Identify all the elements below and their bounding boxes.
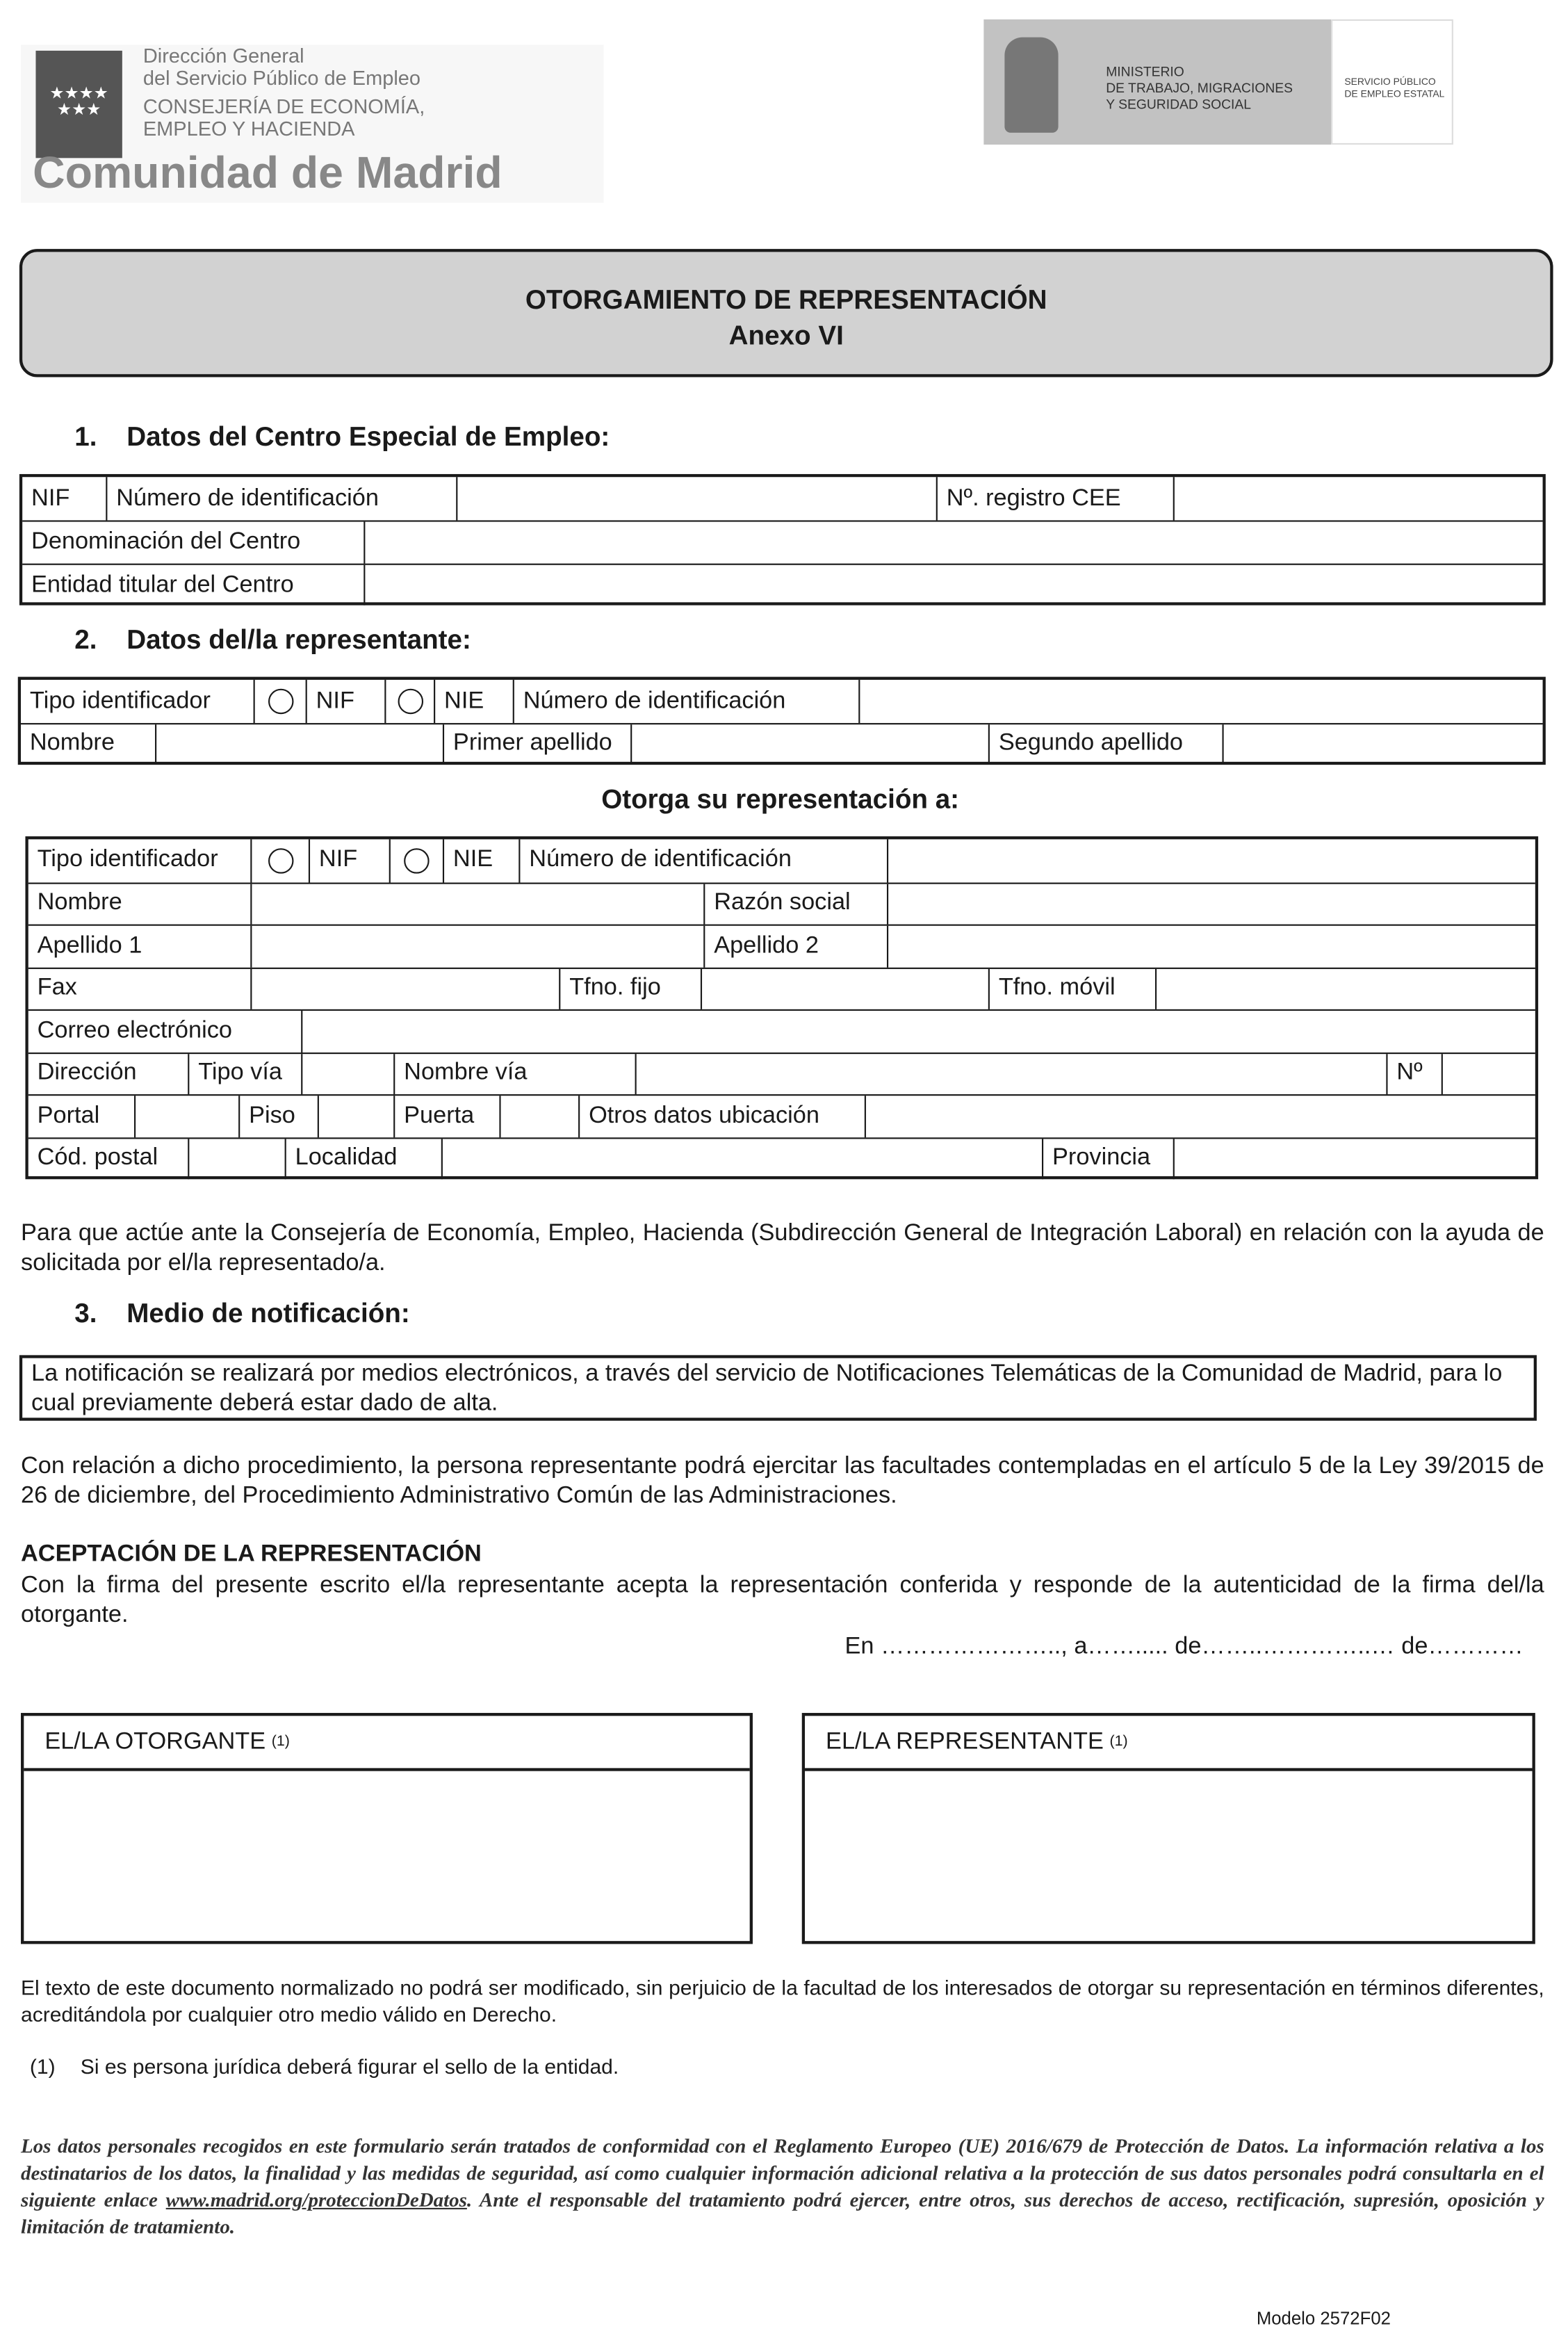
con-relacion-paragraph: Con relación a dicho procedimiento, la persona representante podrá ejercitar las facultades contempladas en el artículo 5 de la Ley 39/2015 de 26 de diciembre, del Procedimiento Administrativo Común de las Administraciones. bbox=[21, 1453, 1544, 1509]
registro-cee-field[interactable] bbox=[1173, 477, 1543, 520]
logo-text: DE TRABAJO, MIGRACIONES bbox=[1106, 80, 1293, 96]
label-nif: NIF bbox=[31, 485, 70, 511]
logo-text: SERVICIO PÚBLICO bbox=[1344, 77, 1436, 88]
logo-brand: Comunidad de Madrid bbox=[33, 149, 503, 199]
label-razon-social: Razón social bbox=[703, 884, 887, 925]
radio-nie[interactable] bbox=[389, 839, 443, 881]
notification-box: La notificación se realizará por medios electrónicos, a través del servicio de Notificaciones Telemáticas de la Comunidad de Madrid, para lo cual previamente deberá estar dado de alta. bbox=[19, 1355, 1537, 1420]
label-nie: NIE bbox=[443, 839, 518, 881]
label-codigo-postal: Cód. postal bbox=[37, 1144, 158, 1171]
otros-datos-field[interactable] bbox=[865, 1096, 1535, 1137]
form-title: OTORGAMIENTO DE REPRESENTACIÓN bbox=[525, 284, 1047, 315]
portal-field[interactable] bbox=[134, 1096, 238, 1137]
label-numero: Nº bbox=[1386, 1053, 1441, 1094]
aceptacion-heading: ACEPTACIÓN DE LA REPRESENTACIÓN bbox=[21, 1541, 482, 1567]
centro-table bbox=[19, 474, 1546, 605]
section-number: 3. bbox=[74, 1298, 97, 1328]
label-tfno-movil: Tfno. móvil bbox=[988, 968, 1155, 1009]
representante-table bbox=[18, 677, 1546, 765]
radio-nie[interactable] bbox=[384, 680, 434, 723]
representante-label: EL/LA REPRESENTANTE bbox=[826, 1728, 1104, 1755]
label-nombre: Nombre bbox=[29, 730, 115, 756]
denominacion-field[interactable] bbox=[364, 522, 1542, 564]
numero-field[interactable] bbox=[1442, 1053, 1535, 1094]
segundo-apellido-field[interactable] bbox=[1222, 724, 1542, 763]
madrid-flag-icon: ★★★★ ★★★ bbox=[35, 51, 122, 158]
primer-apellido-field[interactable] bbox=[630, 724, 988, 763]
section-number: 2. bbox=[74, 624, 97, 655]
note-text: Si es persona jurídica deberá figurar el sello de la entidad. bbox=[80, 2054, 619, 2079]
privacy-text: Los datos personales recogidos en este formulario serán tratados de conformidad con el Reglamento Europeo (UE) 2016/679 de Protección de Datos. La información relativa a los destinatarios de los datos, la finalidad y las medidas de seguridad, así como cualquier información adicional relativa a la protección de sus datos personales podrá consultarla en el siguiente enlace bbox=[21, 2134, 1544, 2211]
section-2-heading: Datos del/la representante: bbox=[126, 624, 471, 655]
section-1-heading: Datos del Centro Especial de Empleo: bbox=[126, 421, 610, 452]
section-3-heading: Medio de notificación: bbox=[126, 1298, 410, 1328]
label-primer-apellido: Primer apellido bbox=[443, 724, 630, 763]
radio-circle-icon bbox=[268, 848, 293, 873]
label-tipo-identificador: Tipo identificador bbox=[37, 847, 218, 873]
logo-text: CONSEJERÍA DE ECONOMÍA, bbox=[142, 95, 425, 118]
razon-social-field[interactable] bbox=[887, 884, 1535, 925]
label-tipo-identificador: Tipo identificador bbox=[29, 688, 211, 714]
fecha-lugar-line[interactable]: En ………………….., a……..... de……..…………..… de………… bbox=[844, 1634, 1524, 1659]
numero-identificacion-field[interactable] bbox=[456, 477, 936, 520]
tfno-movil-field[interactable] bbox=[1155, 968, 1535, 1009]
para-que-paragraph: Para que actúe ante la Consejería de Economía, Empleo, Hacienda (Subdirección General de Integración Laboral) en relación con la ayuda de solicitada por el/la representado/a. bbox=[21, 1221, 1544, 1276]
aceptacion-paragraph: Con la firma del presente escrito el/la representante acepta la representación conferida y responde de la autenticidad de la firma del/la otorgante. bbox=[21, 1572, 1544, 1628]
logo-text: Dirección General bbox=[142, 44, 304, 67]
label-fax: Fax bbox=[37, 975, 77, 1001]
label-nif: NIF bbox=[306, 680, 385, 723]
ministerio-logo bbox=[983, 19, 1453, 145]
form-subtitle: Anexo VI bbox=[728, 320, 844, 350]
provincia-field[interactable] bbox=[1173, 1138, 1535, 1178]
logo-text: del Servicio Público de Empleo bbox=[142, 67, 420, 90]
logo-text: MINISTERIO bbox=[1106, 64, 1184, 79]
piso-field[interactable] bbox=[318, 1096, 393, 1137]
label-tipo-via: Tipo vía bbox=[188, 1053, 301, 1094]
label-direccion: Dirección bbox=[37, 1060, 137, 1086]
radio-circle-icon bbox=[404, 848, 429, 873]
label-denominacion: Denominación del Centro bbox=[31, 529, 301, 555]
label-registro-cee: Nº. registro CEE bbox=[936, 477, 1173, 520]
privacy-text: . Ante el responsable del tratamiento podrá ejercer, entre otros, sus derechos de acceso, rectificación, supresión, oposición y limitación de tratamiento. bbox=[21, 2188, 1544, 2238]
apellido-2-field[interactable] bbox=[887, 926, 1535, 967]
fax-field[interactable] bbox=[250, 968, 559, 1009]
representante-signature-box[interactable] bbox=[802, 1713, 1535, 1944]
numero-identificacion-field[interactable] bbox=[858, 680, 1542, 723]
footnote-ref: (1) bbox=[1109, 1734, 1128, 1750]
label-tfno-fijo: Tfno. fijo bbox=[559, 968, 701, 1009]
modelo-code: Modelo 2572F02 bbox=[1256, 2307, 1391, 2329]
otorgado-table bbox=[25, 836, 1538, 1179]
comunidad-madrid-logo bbox=[21, 44, 603, 202]
label-nombre: Nombre bbox=[37, 890, 122, 916]
codigo-postal-field[interactable] bbox=[188, 1138, 284, 1178]
note-ref: (1) bbox=[29, 2054, 56, 2079]
logo-text: Y SEGURIDAD SOCIAL bbox=[1106, 97, 1252, 112]
otorgante-label: EL/LA OTORGANTE bbox=[44, 1728, 266, 1755]
tfno-fijo-field[interactable] bbox=[701, 968, 988, 1009]
logo-text: DE EMPLEO ESTATAL bbox=[1344, 89, 1445, 100]
puerta-field[interactable] bbox=[499, 1096, 578, 1137]
label-segundo-apellido: Segundo apellido bbox=[988, 724, 1223, 763]
nombre-via-field[interactable] bbox=[635, 1053, 1387, 1094]
label-nie: NIE bbox=[434, 680, 513, 723]
privacy-link[interactable]: www.madrid.org/proteccionDeDatos bbox=[165, 2188, 467, 2211]
section-number: 1. bbox=[74, 421, 97, 452]
radio-circle-icon bbox=[268, 689, 293, 714]
label-portal: Portal bbox=[37, 1103, 100, 1128]
nombre-field[interactable] bbox=[155, 724, 443, 763]
label-numero-identificacion: Número de identificación bbox=[518, 839, 887, 881]
label-nombre-via: Nombre vía bbox=[393, 1053, 635, 1094]
label-apellido-2: Apellido 2 bbox=[703, 926, 887, 967]
label-nif: NIF bbox=[309, 839, 389, 881]
label-entidad-titular: Entidad titular del Centro bbox=[31, 571, 294, 597]
numero-identificacion-field[interactable] bbox=[887, 839, 1535, 881]
label-puerta: Puerta bbox=[393, 1096, 499, 1137]
label-apellido-1: Apellido 1 bbox=[37, 932, 142, 959]
tipo-via-field[interactable] bbox=[301, 1053, 393, 1094]
label-numero-identificacion: Número de identificación bbox=[513, 680, 859, 723]
nombre-field[interactable] bbox=[250, 884, 703, 925]
logo-text: EMPLEO Y HACIENDA bbox=[142, 117, 355, 140]
label-provincia: Provincia bbox=[1042, 1138, 1173, 1178]
footnote-ref: (1) bbox=[271, 1734, 290, 1750]
localidad-field[interactable] bbox=[441, 1138, 1042, 1178]
radio-circle-icon bbox=[398, 689, 423, 714]
normalizado-note: El texto de este documento normalizado no podrá ser modificado, sin perjuicio de la facultad de los interesados de otorgar su representación en términos diferentes, acreditándola por cualquier otro medio válido en Derecho. bbox=[21, 1975, 1544, 2026]
label-piso: Piso bbox=[238, 1096, 318, 1137]
radio-nif[interactable] bbox=[254, 680, 306, 723]
otorgante-signature-box[interactable] bbox=[21, 1713, 753, 1944]
label-numero-identificacion: Número de identificación bbox=[106, 477, 456, 520]
coat-of-arms-icon bbox=[1004, 38, 1058, 133]
entidad-titular-field[interactable] bbox=[364, 565, 1542, 605]
label-localidad: Localidad bbox=[285, 1138, 441, 1178]
label-correo: Correo electrónico bbox=[37, 1018, 232, 1043]
privacy-notice bbox=[21, 2133, 1544, 2241]
radio-nif[interactable] bbox=[250, 839, 309, 881]
label-otros-datos: Otros datos ubicación bbox=[578, 1096, 865, 1137]
correo-field[interactable] bbox=[301, 1011, 1535, 1052]
otorga-heading: Otorga su representación a: bbox=[601, 784, 960, 814]
apellido-1-field[interactable] bbox=[250, 926, 703, 967]
title-box bbox=[19, 249, 1553, 377]
